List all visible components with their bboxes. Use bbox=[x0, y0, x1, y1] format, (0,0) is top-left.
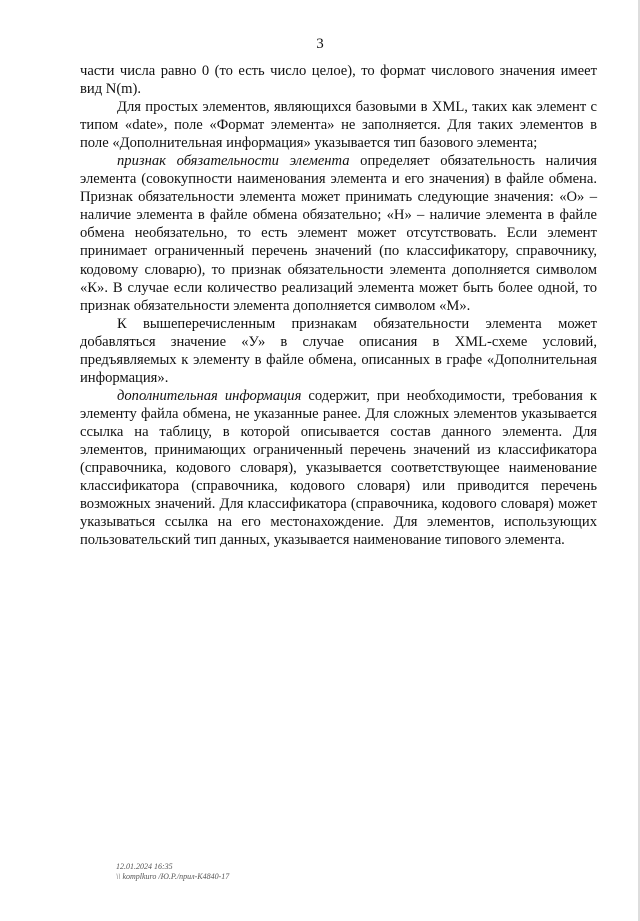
paragraph-2 bbox=[80, 98, 597, 152]
footer-file-path: \\ komplkuro /Ю.Р./прил-К4840-17 bbox=[116, 872, 230, 881]
paragraph-1-text: части числа равно 0 (то есть число целое), то формат числового значения имеет вид N(m). bbox=[80, 63, 597, 98]
paragraph-5-text: содержит, при необходимости, требования к элементу файла обмена, не указанные ранее. Для сложных элементов указывается ссылка на таблицу, в которой описывается состав данного элемента. Для элементов, принимающих ограниченный перечень значений из классификатора (справочника, кодового словаря), указывается соответствующее наименование классификатора (справочника, кодового словаря) или приводится перечень возможных значений. Для классификатора (справочника, кодового словаря) может указываться ссылка на его местонахождение. Для элементов, использующих пользовательский тип данных, указывается наименование типового элемента. bbox=[80, 387, 598, 549]
paragraph-4-text: К вышеперечисленным признакам обязательности элемента может добавляться значение «У» в случае описания в XML-схеме условий, предъявляемых к элементу в файле обмена, описанных в графе «Дополнительная информация». bbox=[80, 315, 597, 386]
paragraph-4 bbox=[80, 315, 597, 387]
paragraph-1 bbox=[80, 62, 597, 98]
paragraph-3-term: признак обязательности элемента bbox=[117, 153, 350, 170]
paragraph-3-text: определяет обязательность наличия элемента (совокупности наименования элемента и его значения) в файле обмена. Признак обязательности элемента может принимать следующие значения: «О» – наличие элемента в файле обмена обязательно; «Н» – наличие элемента в файле обмена необязательно, то есть элемент может отсутствовать. Если элемент принимает ограниченный перечень значений (по классификатору, справочнику, кодовому словарю), то признак обязательности элемента дополняется символом «К». В случае если количество реализаций элемента может быть более одной, то признак обязательности элемента дополняется символом «М». bbox=[80, 153, 597, 314]
page-number: 3 bbox=[316, 36, 324, 52]
document-body bbox=[80, 62, 597, 549]
footer-timestamp: 12.01.2024 16:35 bbox=[116, 862, 173, 871]
document-footer bbox=[116, 862, 229, 882]
paragraph-3 bbox=[80, 152, 597, 314]
paragraph-5 bbox=[80, 387, 597, 549]
paragraph-5-term: дополнительная информация bbox=[117, 387, 302, 404]
paragraph-2-text: Для простых элементов, являющихся базовыми в XML, таких как элемент с типом «date», поле «Формат элемента» не заполняется. Для таких элементов в поле «Дополнительная информация» указывается тип базового элемента; bbox=[80, 99, 597, 152]
